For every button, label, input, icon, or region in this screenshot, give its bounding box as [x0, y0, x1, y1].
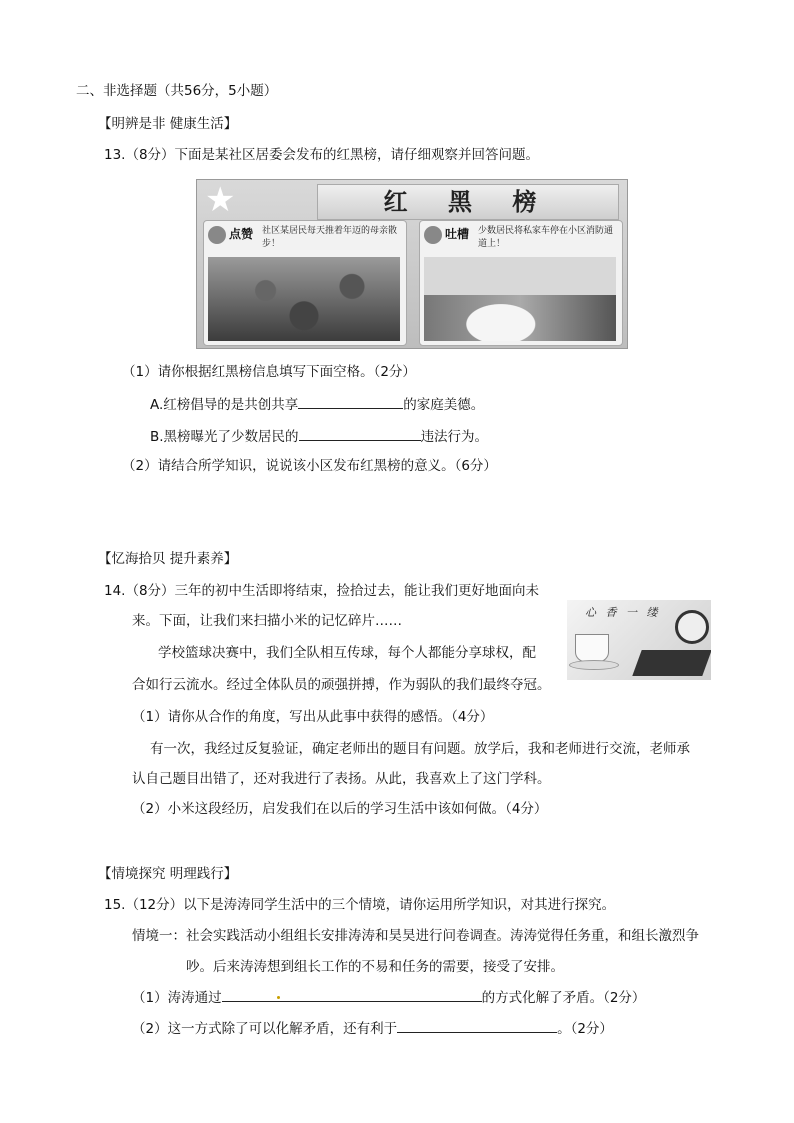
mood-illustration: [567, 600, 711, 680]
q15-scene1-b: 吵。后来涛涛想到组长工作的不易和任务的需要，接受了安排。: [186, 959, 564, 975]
q13-stem: 13.（8分）下面是某社区居委会发布的红黑榜，请仔细观察并回答问题。: [104, 147, 540, 163]
q15-heading: 【情境探究 明理践行】: [98, 866, 238, 882]
q15-sub2-prefix: （2）这一方式除了可以化解矛盾，还有利于: [132, 1021, 398, 1037]
parked-car-photo: [424, 257, 616, 341]
complaint-label: 吐槽: [445, 227, 470, 241]
q13-sub2: （2）请结合所学知识，说说该小区发布红黑榜的意义。（6分）: [122, 458, 497, 474]
q15-sub2-suffix: 。（2分）: [557, 1021, 613, 1037]
q14-stem-1: 14.（8分）三年的初中生活即将结束，捡拾过去，能让我们更好地面向未: [104, 583, 540, 599]
q14-para2-b: 认自己题目出错了，还对我进行了表扬。从此，我喜欢上了这门学科。: [132, 771, 551, 787]
q15-sub1-suffix: 的方式化解了矛盾。（2分）: [481, 990, 646, 1006]
q13-sub1: （1）请你根据红黑榜信息填写下面空格。（2分）: [122, 364, 416, 380]
q14-para1-a: 学校篮球决赛中，我们全队相互传球，每个人都能分享球权，配: [158, 645, 536, 661]
q13-b: [150, 426, 488, 447]
q13-heading: 【明辨是非 健康生活】: [98, 116, 238, 132]
answer-blank-b[interactable]: [299, 426, 421, 441]
q15-sub1-prefix: （1）涛涛通过: [132, 990, 222, 1006]
q15-stem: 15.（12分）以下是涛涛同学生活中的三个情境，请你运用所学知识，对其进行探究。: [104, 897, 616, 913]
praise-tag: [208, 225, 253, 244]
answer-blank-a[interactable]: [298, 394, 403, 409]
q13-a: [150, 394, 484, 415]
mood-text: 心 香 一 缕: [585, 606, 661, 619]
section-title: 二、非选择题（共56分，5小题）: [76, 83, 278, 99]
q15-scene1-a: 情境一：社会实践活动小组组长安排涛涛和昊昊进行问卷调查。涛涛觉得任务重，和组长激烈争: [132, 928, 699, 944]
q15-sub2: [132, 1018, 613, 1039]
q13-a-prefix: A.红榜倡导的是共创共享: [150, 397, 299, 413]
q14-sub1: （1）请你从合作的角度，写出从此事中获得的感悟。（4分）: [132, 709, 494, 725]
saucer-icon: [569, 660, 619, 670]
alarm-clock-icon: [675, 610, 709, 644]
q13-a-suffix: 的家庭美德。: [403, 397, 485, 413]
book-icon: [632, 650, 711, 676]
q14-sub2: （2）小米这段经历，启发我们在以后的学习生活中该如何做。（4分）: [132, 801, 548, 817]
complaint-tag: [424, 225, 469, 244]
q14-heading: 【忆海拾贝 提升素养】: [98, 551, 238, 567]
family-walk-photo: [208, 257, 400, 341]
complaint-panel: [419, 220, 623, 346]
board-title: 红 黑 榜: [317, 184, 619, 220]
answer-blank-c[interactable]: [222, 987, 482, 1002]
q13-b-suffix: 违法行为。: [420, 429, 489, 445]
coffee-cup-icon: [575, 634, 609, 662]
praise-panel: [203, 220, 407, 346]
answer-blank-d[interactable]: [397, 1018, 557, 1033]
thumbs-up-icon: [208, 226, 226, 244]
stray-mark: [277, 996, 280, 999]
q13-b-prefix: B.黑榜曝光了少数居民的: [150, 429, 299, 445]
complaint-caption: 少数居民将私家车停在小区消防通道上！: [478, 226, 614, 249]
q14-para2-a: 有一次，我经过反复验证，确定老师出的题目有问题。放学后，我和老师进行交流，老师承: [150, 741, 690, 757]
q15-sub1: [132, 987, 645, 1008]
speech-icon: [424, 226, 442, 244]
q14-stem-2: 来。下面，让我们来扫描小米的记忆碎片……: [132, 613, 402, 629]
praise-label: 点赞: [229, 227, 254, 241]
red-black-board-image: [196, 179, 628, 349]
q14-para1-b: 合如行云流水。经过全体队员的顽强拼搏，作为弱队的我们最终夺冠。: [132, 677, 551, 693]
praise-caption: 社区某居民每天推着年迈的母亲散步！: [262, 226, 398, 249]
star-icon: ★: [205, 180, 236, 220]
